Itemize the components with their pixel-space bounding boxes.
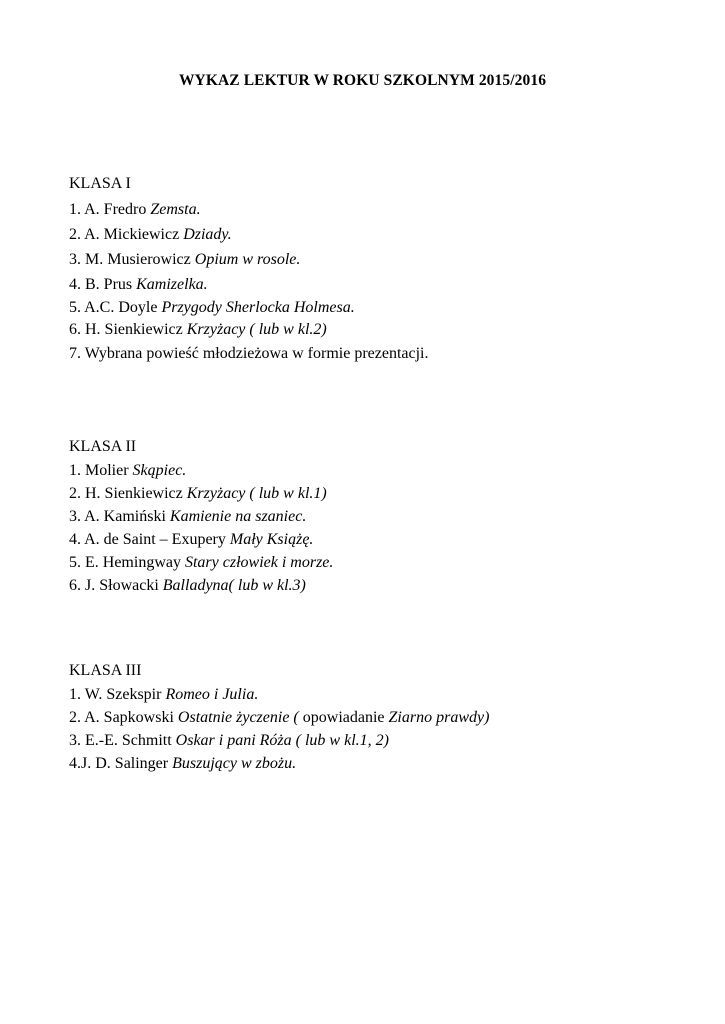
section-klasa-1 xyxy=(69,172,689,366)
section-klasa-3 xyxy=(69,659,689,775)
list-item: 1. A. Fredro Zemsta. xyxy=(69,201,201,218)
list-item: 3. M. Musierowicz Opium w rosole. xyxy=(69,251,301,268)
list-item: 6. H. Sienkiewicz Krzyżacy ( lub w kl.2) xyxy=(69,321,327,338)
list-item: 7. Wybrana powieść młodzieżowa w formie prezentacji. xyxy=(69,345,429,362)
page-title: WYKAZ LEKTUR W ROKU SZKOLNYM 2015/2016 xyxy=(178,72,547,89)
list-item: 2. H. Sienkiewicz Krzyżacy ( lub w kl.1) xyxy=(69,485,327,502)
list-item: 2. A. Sapkowski Ostatnie życzenie ( opowiadanie Ziarno prawdy) xyxy=(69,709,490,726)
list-item: 1. Molier Skąpiec. xyxy=(69,462,187,479)
list-item: 2. A. Mickiewicz Dziady. xyxy=(69,226,232,243)
section-klasa-2 xyxy=(69,435,689,597)
list-item: 4.J. D. Salinger Buszujący w zbożu. xyxy=(69,755,297,772)
list-item: 3. E.-E. Schmitt Oskar i pani Róża ( lub w kl.1, 2) xyxy=(69,732,389,749)
list-item: 4. B. Prus Kamizelka. xyxy=(69,276,208,293)
list-item: 3. A. Kamiński Kamienie na szaniec. xyxy=(69,508,307,525)
list-item: 5. A.C. Doyle Przygody Sherlocka Holmesa. xyxy=(69,299,355,316)
section-heading: KLASA II xyxy=(69,438,137,455)
section-heading: KLASA III xyxy=(69,662,142,679)
section-heading: KLASA I xyxy=(69,175,131,192)
list-item: 5. E. Hemingway Stary człowiek i morze. xyxy=(69,554,334,571)
list-item: 4. A. de Saint – Exupery Mały Książę. xyxy=(69,531,314,548)
list-item: 1. W. Szekspir Romeo i Julia. xyxy=(69,686,259,703)
list-item: 6. J. Słowacki Balladyna( lub w kl.3) xyxy=(69,577,306,594)
